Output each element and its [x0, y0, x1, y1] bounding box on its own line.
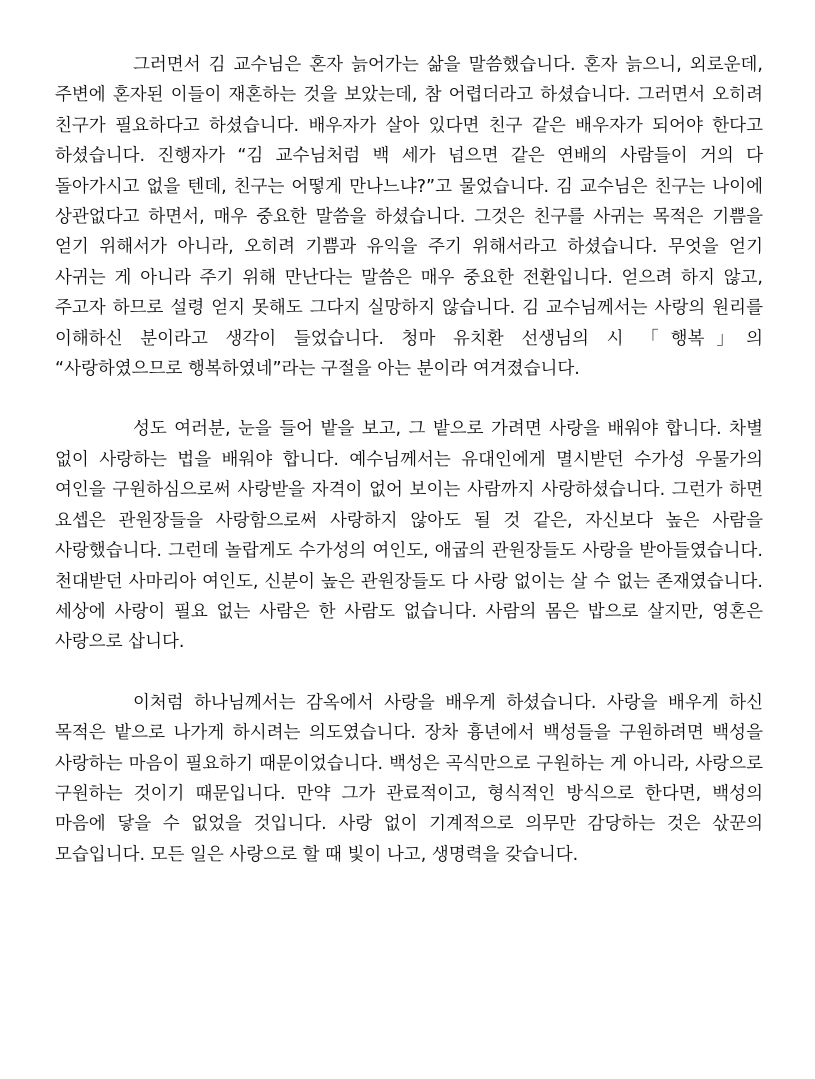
paragraph: 그러면서 김 교수님은 혼자 늙어가는 삶을 말씀했습니다. 혼자 늙으니, 외로운데, 주변에 혼자된 이들이 재혼하는 것을 보았는데, 참 어렵더라고 하셨습니다. 그러면서 오히려 친구가 필요하다고 하셨습니다. 배우자가 살아 있다면 친구 같은 배우자가 되어야 한다고 하셨습니다. 진행자가 “김 교수님처럼 백 세가 넘으면 같은 연배의 사람들이 거의 다 돌아가시고 없을 텐데, 친구는 어떻게 만나느냐?”고 물었습니다. 김 교수님은 친구는 나이에 상관없다고 하면서, 매우 중요한 말씀을 하셨습니다. 그것은 친구를 사귀는 목적은 기쁨을 얻기 위해서가 아니라, 오히려 기쁨과 유익을 주기 위해서라고 하셨습니다. 무엇을 얻기 사귀는 게 아니라 주기 위해 만난다는 말씀은 매우 중요한 전환입니다. 얻으려 하지 않고, 주고자 하므로 설령 얻지 못해도 그다지 실망하지 않습니다. 김 교수님께서는 사랑의 원리를 이해하신 분이라고 생각이 들었습니다. 청마 유치환 선생님의 시 「행복」의 “사랑하였으므로 행복하였네”라는 구절을 아는 분이라 여겨졌습니다. — [55, 55, 763, 380]
paragraph: 이처럼 하나님께서는 감옥에서 사랑을 배우게 하셨습니다. 사랑을 배우게 하신 목적은 밭으로 나가게 하시려는 의도였습니다. 장차 흉년에서 백성들을 구원하려면 백성을 사랑하는 마음이 필요하기 때문이었습니다. 백성은 곡식만으로 구원하는 게 아니라, 사랑으로 구원하는 것이기 때문입니다. 만약 그가 관료적이고, 형식적인 방식으로 한다면, 백성의 마음에 닿을 수 없었을 것입니다. 사랑 없이 기계적으로 의무만 감당하는 것은 삯꾼의 모습입니다. 모든 일은 사랑으로 할 때 빛이 나고, 생명력을 갖습니다. — [55, 692, 763, 865]
paragraph: 성도 여러분, 눈을 들어 밭을 보고, 그 밭으로 가려면 사랑을 배워야 합니다. 차별 없이 사랑하는 법을 배워야 합니다. 예수님께서는 유대인에게 멸시받던 수가성 우물가의 여인을 구원하심으로써 사랑받을 자격이 없어 보이는 사람까지 사랑하셨습니다. 그런가 하면 요셉은 관원장들을 사랑함으로써 사랑하지 않아도 될 것 같은, 자신보다 높은 사람을 사랑했습니다. 그런데 놀랍게도 수가성의 여인도, 애굽의 관원장들도 사랑을 받아들였습니다. 천대받던 사마리아 여인도, 신분이 높은 관원장들도 다 사랑 없이는 살 수 없는 존재였습니다. 세상에 사랑이 필요 없는 사람은 한 사람도 없습니다. 사람의 몸은 밥으로 살지만, 영혼은 사랑으로 삽니다. — [55, 419, 763, 653]
document-body — [55, 50, 763, 870]
